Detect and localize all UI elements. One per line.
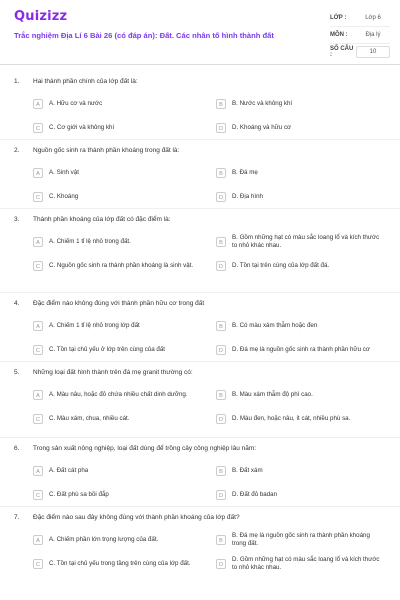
question-number: 7. (14, 514, 20, 521)
option-row (33, 163, 383, 183)
option-letter-box: D (216, 192, 226, 202)
meta-class-row (330, 10, 390, 27)
option-text: A. Chiếm 1 tỉ lệ nhỏ trong lớp đất (49, 322, 140, 329)
option-text: C. Cơ giới và không khí (49, 124, 115, 131)
answer-option[interactable] (33, 409, 207, 429)
answer-option[interactable] (216, 187, 390, 207)
answer-option[interactable] (33, 316, 207, 336)
question-block (0, 445, 400, 499)
question-block (0, 147, 400, 201)
option-text: C. Nguồn gốc sinh ra thành phần khoáng là sinh vật. (49, 262, 194, 269)
question-number: 3. (14, 216, 20, 223)
question-divider (0, 292, 400, 293)
option-row (33, 94, 383, 114)
meta-label: SỐ CÂU : (330, 46, 354, 58)
answer-option[interactable] (33, 118, 207, 138)
option-text: C. Đất phù sa bồi đắp (49, 491, 109, 498)
question-divider (0, 437, 400, 438)
answer-option[interactable] (33, 163, 207, 183)
question-line (0, 514, 400, 526)
answer-option[interactable] (33, 461, 207, 481)
option-row (33, 340, 383, 360)
option-letter-box: A (33, 535, 43, 545)
worksheet-header (0, 0, 400, 65)
answer-option[interactable] (33, 554, 207, 574)
option-letter-box: C (33, 261, 43, 271)
option-row (33, 554, 383, 574)
option-letter-box: D (216, 559, 226, 569)
option-row (33, 316, 383, 336)
answer-option[interactable] (216, 340, 390, 360)
answer-option[interactable] (33, 187, 207, 207)
question-line (0, 369, 400, 381)
question-number: 4. (14, 300, 20, 307)
option-letter-box: B (216, 99, 226, 109)
meta-value: Lớp 6 (365, 15, 381, 21)
option-text: B. Màu xám thẫm độ phì cao. (232, 391, 313, 398)
answer-option[interactable] (33, 256, 207, 276)
answer-option[interactable] (216, 530, 390, 550)
question-number: 6. (14, 445, 20, 452)
option-letter-box: C (33, 123, 43, 133)
option-row (33, 409, 383, 429)
option-text: C. Tồn tại chủ yếu ở lớp trên cùng của đất (49, 346, 166, 353)
option-letter-box: A (33, 168, 43, 178)
quizizz-logo: Quizizz (14, 9, 68, 24)
meta-subject-row (330, 27, 390, 44)
option-letter-box: C (33, 490, 43, 500)
question-block (0, 78, 400, 132)
option-row (33, 118, 383, 138)
option-letter-box: C (33, 192, 43, 202)
option-row (33, 461, 383, 481)
answer-option[interactable] (216, 461, 390, 481)
option-text: C. Tồn tại chủ yếu trong tầng trên cùng của lớp đất. (49, 560, 191, 567)
question-number: 1. (14, 78, 20, 85)
question-line (0, 216, 400, 228)
answer-option[interactable] (216, 554, 390, 574)
answer-option[interactable] (216, 316, 390, 336)
option-text: A. Màu nâu, hoặc đỏ chứa nhiều chất dinh dưỡng. (49, 391, 188, 398)
question-number: 5. (14, 369, 20, 376)
answer-option[interactable] (216, 163, 390, 183)
option-row (33, 385, 383, 405)
meta-label: MÔN : (330, 32, 348, 38)
option-row (33, 187, 383, 207)
answer-option[interactable] (216, 94, 390, 114)
question-text: Thành phần khoáng của lớp đất có đặc điểm là: (33, 216, 171, 223)
question-text: Đặc điểm nào sau đây không đúng với thành phần khoáng của lớp đất? (33, 514, 240, 521)
meta-value: Địa lý (365, 32, 381, 38)
option-text: D. Gồm những hạt có màu sắc loang lổ và kích thước to nhỏ khác nhau. (232, 556, 380, 571)
option-text: B. Đá mẹ (232, 169, 258, 176)
question-text: Những loại đất hình thành trên đá mẹ granit thường có: (33, 369, 193, 376)
question-divider (0, 208, 400, 209)
option-row (33, 256, 383, 276)
option-letter-box: D (216, 414, 226, 424)
question-block (0, 300, 400, 354)
question-line (0, 147, 400, 159)
answer-option[interactable] (33, 340, 207, 360)
option-text: D. Địa hình (232, 193, 263, 200)
answer-option[interactable] (216, 256, 390, 276)
question-text: Nguồn gốc sinh ra thành phần khoáng trong đất là: (33, 147, 180, 154)
option-letter-box: D (216, 261, 226, 271)
answer-option[interactable] (33, 485, 207, 505)
option-text: B. Có màu xám thẫm hoặc đen (232, 322, 318, 329)
option-text: A. Hữu cơ và nước (49, 100, 103, 107)
answer-option[interactable] (33, 385, 207, 405)
option-text: A. Chiếm 1 tỉ lệ nhỏ trong đất. (49, 238, 131, 245)
option-text: B. Nước và không khí (232, 100, 293, 107)
question-block (0, 514, 400, 571)
option-text: B. Gồm những hạt có màu sắc loang lổ và kích thước to nhỏ khác nhau. (232, 234, 380, 249)
option-letter-box: D (216, 490, 226, 500)
option-text: D. Màu đen, hoặc nâu, ít cát, nhiều phù sa. (232, 415, 351, 422)
option-text: A. Chiếm phần lớn trọng lượng của đất. (49, 536, 159, 543)
option-letter-box: B (216, 237, 226, 247)
option-letter-box: A (33, 390, 43, 400)
option-text: A. Đất cát pha (49, 467, 89, 474)
option-letter-box: B (216, 466, 226, 476)
option-letter-box: B (216, 321, 226, 331)
option-text: D. Đất đỏ badan (232, 491, 278, 498)
option-letter-box: B (216, 535, 226, 545)
answer-option[interactable] (33, 94, 207, 114)
option-letter-box: C (33, 345, 43, 355)
option-letter-box: B (216, 390, 226, 400)
option-text: B. Đá mẹ là nguồn gốc sinh ra thành phần khoáng trong đất. (232, 532, 370, 547)
answer-option[interactable] (216, 485, 390, 505)
answer-option[interactable] (216, 232, 390, 252)
option-letter-box: B (216, 168, 226, 178)
option-text: C. Khoáng (49, 193, 79, 200)
question-number: 2. (14, 147, 20, 154)
option-row (33, 485, 383, 505)
worksheet-meta (330, 10, 390, 60)
answer-option[interactable] (216, 118, 390, 138)
answer-option[interactable] (33, 232, 207, 252)
question-divider (0, 139, 400, 140)
option-text: C. Màu xám, chua, nhiều cát. (49, 415, 130, 422)
option-letter-box: A (33, 321, 43, 331)
question-block (0, 216, 400, 270)
option-letter-box: A (33, 99, 43, 109)
question-text: Trong sản xuất nông nghiệp, loại đất dùng để trồng cây công nghiệp lâu năm: (33, 445, 257, 452)
question-line (0, 300, 400, 312)
meta-value: 10 (356, 46, 390, 58)
question-text: Hai thành phần chính của lớp đất là: (33, 78, 138, 85)
question-block (0, 369, 400, 423)
answer-option[interactable] (216, 385, 390, 405)
option-text: B. Đất xám (232, 467, 263, 474)
answer-option[interactable] (216, 409, 390, 429)
option-text: D. Khoáng và hữu cơ (232, 124, 292, 131)
option-text: D. Tồn tại trên cùng của lớp đất đá. (232, 262, 330, 269)
question-divider (0, 506, 400, 507)
option-row (33, 530, 383, 550)
option-letter-box: A (33, 466, 43, 476)
question-divider (0, 361, 400, 362)
answer-option[interactable] (33, 530, 207, 550)
option-letter-box: D (216, 345, 226, 355)
meta-label: LỚP : (330, 15, 347, 21)
option-letter-box: C (33, 559, 43, 569)
question-line (0, 445, 400, 457)
option-row (33, 232, 383, 252)
meta-count-row (330, 44, 390, 60)
option-letter-box: C (33, 414, 43, 424)
question-line (0, 78, 400, 90)
question-text: Đặc điểm nào không đúng với thành phần hữu cơ trong đất (33, 300, 205, 307)
option-text: D. Đá mẹ là nguồn gốc sinh ra thành phần hữu cơ (232, 346, 370, 353)
worksheet-title: Trắc nghiệm Địa Lí 6 Bài 26 (có đáp án): Đất. Các nhân tố hình thành đất (14, 31, 274, 40)
option-letter-box: D (216, 123, 226, 133)
option-text: A. Sinh vật (49, 169, 79, 176)
option-letter-box: A (33, 237, 43, 247)
